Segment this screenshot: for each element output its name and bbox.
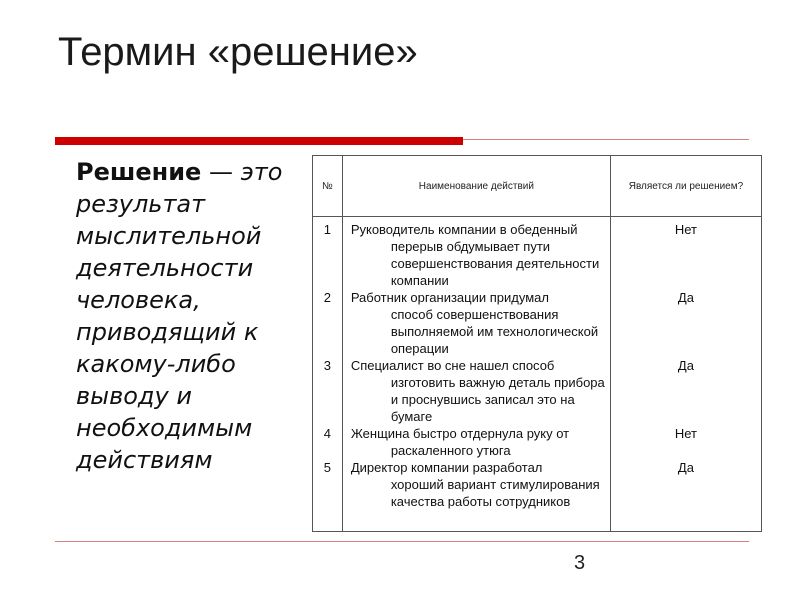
action-continuation: изготовить важную деталь прибора и проснувшись записал это на бумаге [390,375,605,424]
action-first-line: Женщина быстро отдернула руку от [350,426,570,441]
header-action-name: Наименование действий [342,156,610,217]
action-continuation: хороший вариант стимулирования качества работы сотрудников [390,477,600,509]
action-first-line: Руководитель компании в обеденный [350,222,578,237]
table-body-row [313,217,762,532]
header-num: № [313,156,343,217]
row-num: 5 [323,460,332,475]
row-num: 2 [323,290,332,305]
slide-title: Термин «решение» [58,30,418,74]
header-is-decision: Является ли решением? [610,156,761,217]
action-item [343,425,610,459]
bottom-divider-line [55,541,749,542]
action-item [343,459,610,527]
action-first-line: Работник организации придумал [350,290,549,305]
action-item [343,289,610,357]
num-column [313,217,343,532]
row-num: 3 [323,358,332,373]
answer-value: Да [677,460,694,475]
answer-value: Да [677,290,694,305]
actions-table [312,155,762,532]
action-continuation: раскаленного утюга [390,443,511,458]
top-divider-line [463,139,749,140]
action-continuation: способ совершенствования выполняемой им технологической операции [390,307,599,356]
definition-text: это результат мыслительной деятельности человека, приводящий к какому-либо выводу и необходимым действиям [76,158,283,474]
answer-value: Нет [674,426,698,441]
definition-dash: — [201,158,241,186]
action-continuation: перерыв обдумывает пути совершенствования деятельности компании [390,239,600,288]
action-item [343,357,610,425]
answer-value: Да [677,358,694,373]
accent-bar [55,137,463,145]
action-first-line: Специалист во сне нашел способ [350,358,555,373]
definition-block [76,156,306,476]
page-number: 3 [574,552,586,574]
answer-column [610,217,761,532]
row-num: 4 [323,426,332,441]
row-num: 1 [323,222,332,237]
action-name-column [342,217,610,532]
answer-value: Нет [674,222,698,237]
definition-term: Решение [76,158,202,186]
table-header-row [313,156,762,217]
action-first-line: Директор компании разработал [350,460,543,475]
action-item [343,221,610,289]
